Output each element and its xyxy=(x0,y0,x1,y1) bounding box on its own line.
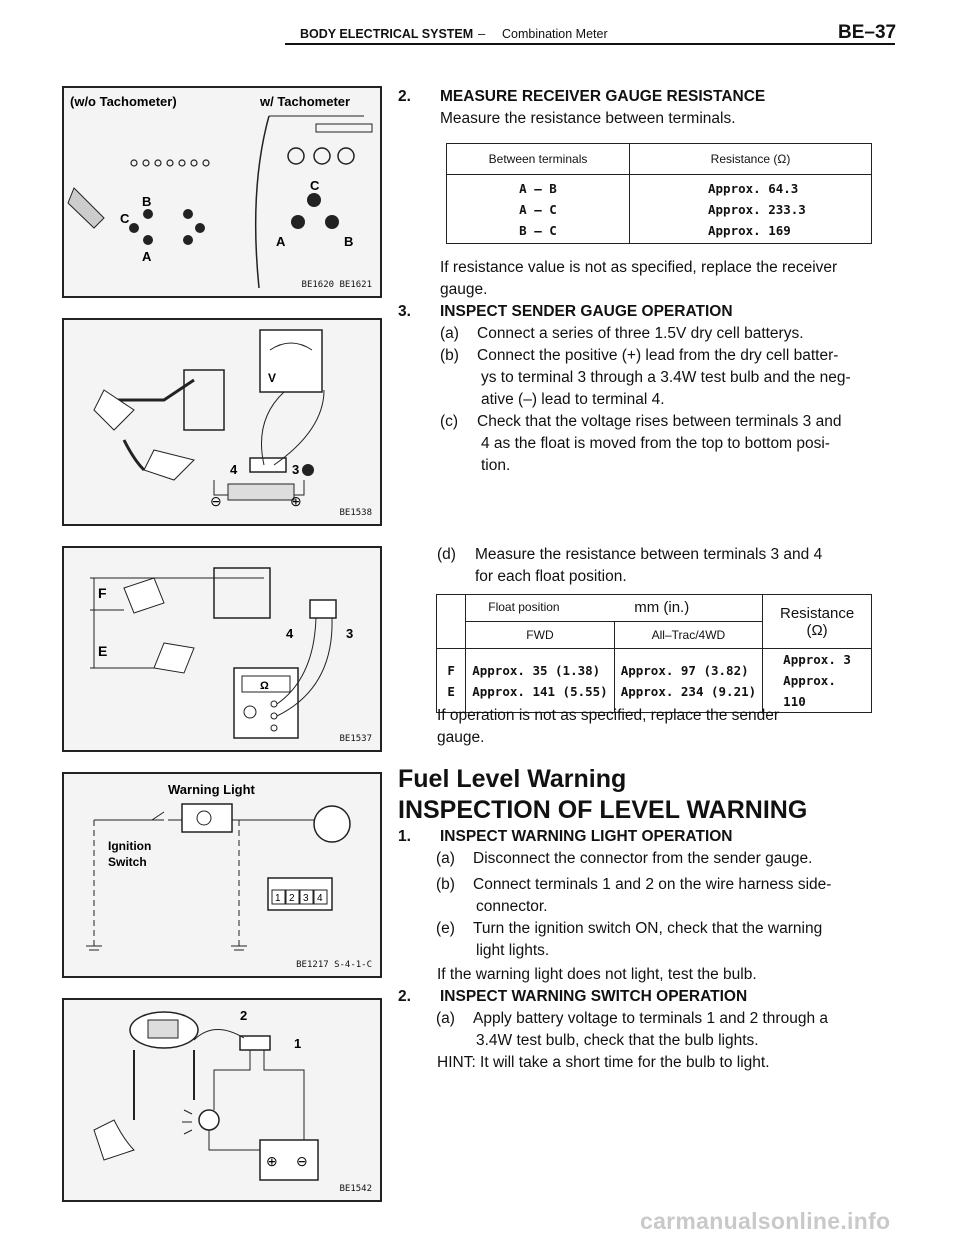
res-e: Approx. 110 xyxy=(783,673,836,709)
page-number: BE–37 xyxy=(838,22,897,43)
header-dash: – xyxy=(478,26,486,41)
w1-b-line2: connector. xyxy=(476,898,548,915)
resistance-values-cell xyxy=(630,175,872,244)
s2-instruction: Measure the resistance between terminals. xyxy=(440,110,736,127)
section-title: BODY ELECTRICAL SYSTEM xyxy=(300,27,474,41)
s3-c-line2: 4 as the float is moved from the top to bottom posi- xyxy=(481,435,830,452)
fig3-f-label: F xyxy=(98,585,107,601)
alltrac-values-cell xyxy=(614,649,762,713)
fig1-right-label: w/ Tachometer xyxy=(260,94,351,109)
w1-e-label: (e) xyxy=(436,920,455,937)
fig1-code: BE1620 BE1621 xyxy=(301,280,372,290)
s3-note-line2: gauge. xyxy=(437,729,485,746)
s3-d-line2: for each float position. xyxy=(475,568,627,585)
s3-b-line3: ative (–) lead to terminal 4. xyxy=(481,391,665,408)
s2-number: 2. xyxy=(398,88,411,105)
fig4-pin-3: 3 xyxy=(303,893,309,904)
w1-b-line1: Connect terminals 1 and 2 on the wire harness side- xyxy=(473,876,832,893)
subsection-title: Combination Meter xyxy=(502,27,608,41)
fig4-connector-pins xyxy=(272,890,327,904)
s2-title: MEASURE RECEIVER GAUGE RESISTANCE xyxy=(440,88,766,105)
fig3-terminal-3: 3 xyxy=(346,626,354,641)
s3-c-line1: Check that the voltage rises between terminals 3 and xyxy=(477,413,842,430)
fig2-plus: ⊕ xyxy=(290,493,302,509)
header-rule xyxy=(285,43,895,45)
fig2-voltmeter-v: V xyxy=(268,371,277,385)
w2-hint: HINT: It will take a short time for the bulb to light. xyxy=(437,1054,770,1071)
s3-b-line1: Connect the positive (+) lead from the dry cell batter- xyxy=(477,347,839,364)
w1-a-text: Disconnect the connector from the sender gauge. xyxy=(473,850,813,867)
fig1-b-left: B xyxy=(142,194,152,209)
alltrac-e: Approx. 234 (9.21) xyxy=(620,683,757,699)
res-values-cell xyxy=(763,649,872,713)
fig5-minus: ⊖ xyxy=(296,1153,308,1169)
fig5-plus: ⊕ xyxy=(266,1153,278,1169)
fig3-terminal-4: 4 xyxy=(286,626,294,641)
fig1-b-right: B xyxy=(344,234,354,249)
fig4-pin-4: 4 xyxy=(317,893,323,904)
heading-inspection-level-warning: INSPECTION OF LEVEL WARNING xyxy=(398,796,808,824)
fig1-c-right: C xyxy=(310,178,320,193)
pair-a-c: A — C xyxy=(519,201,557,217)
s3-d-label: (d) xyxy=(437,546,456,563)
mm-in-label: mm (in.) xyxy=(634,599,690,616)
pos-e: E xyxy=(447,683,455,699)
w1-e-line1: Turn the ignition switch ON, check that the warning xyxy=(473,920,823,937)
s3-b-label: (b) xyxy=(440,347,459,364)
receiver-gauge-drawing xyxy=(64,88,380,296)
fig4-code: BE1217 S-4-1-C xyxy=(296,960,372,970)
w1-number: 1. xyxy=(398,828,411,845)
w1-a-label: (a) xyxy=(436,850,455,867)
fig3-code: BE1537 xyxy=(339,734,372,744)
fig4-switch: Switch xyxy=(108,855,147,869)
w2-a-line2: 3.4W test bulb, check that the bulb lights. xyxy=(476,1032,759,1049)
fig4-pin-1: 1 xyxy=(275,893,281,904)
figure-receiver-gauge xyxy=(62,86,382,298)
s3-note-line1: If operation is not as specified, replace the sender xyxy=(437,707,780,724)
fig2-minus: ⊖ xyxy=(210,493,222,509)
pair-a-b: A — B xyxy=(519,180,557,196)
s3-title: INSPECT SENDER GAUGE OPERATION xyxy=(440,303,733,320)
warning-switch-drawing xyxy=(64,1000,380,1200)
res-f: Approx. 3 xyxy=(783,652,851,667)
s3-b-line2: ys to terminal 3 through a 3.4W test bulb and the neg- xyxy=(481,369,851,386)
figure-sender-resistance xyxy=(62,546,382,752)
heading-fuel-level-warning: Fuel Level Warning xyxy=(398,765,627,793)
page-header xyxy=(0,0,960,48)
s3-d-line1: Measure the resistance between terminals 3 and 4 xyxy=(475,546,823,563)
fwd-e: Approx. 141 (5.55) xyxy=(472,683,608,699)
fig3-ohm: Ω xyxy=(260,680,269,692)
w2-a-label: (a) xyxy=(436,1010,455,1027)
sender-resistance-table xyxy=(436,594,872,713)
s3-a-label: (a) xyxy=(440,325,459,342)
w1-title: INSPECT WARNING LIGHT OPERATION xyxy=(440,828,733,845)
terminal-pairs-cell xyxy=(447,175,630,244)
fwd-f: Approx. 35 (1.38) xyxy=(472,662,601,678)
pos-cell xyxy=(437,649,466,713)
s3-c-label: (c) xyxy=(440,413,459,430)
w1-e-line2: light lights. xyxy=(476,942,550,959)
watermark: carmanualsonline.info xyxy=(640,1208,891,1234)
value-b-c: Approx. 169 xyxy=(708,222,791,238)
receiver-resistance-table xyxy=(446,143,872,244)
s3-number: 3. xyxy=(398,303,411,320)
fig5-terminal-2: 2 xyxy=(240,1008,248,1023)
s3-a-text: Connect a series of three 1.5V dry cell batterys. xyxy=(477,325,804,342)
w1-b-label: (b) xyxy=(436,876,455,893)
figure-warning-light xyxy=(62,772,382,978)
sender-voltage-drawing xyxy=(64,320,380,524)
fig3-e-label: E xyxy=(98,643,108,659)
fig2-terminal-4: 4 xyxy=(230,462,238,477)
s3-c-line3: tion. xyxy=(481,457,511,474)
fig1-c-left: C xyxy=(120,211,130,226)
float-blank-cell xyxy=(437,595,466,649)
fig2-terminal-3: 3 xyxy=(292,462,300,477)
alltrac-f: Approx. 97 (3.82) xyxy=(620,662,749,678)
pos-f: F xyxy=(447,662,455,678)
sender-resistance-drawing xyxy=(64,548,380,750)
fwd-values-cell xyxy=(466,649,614,713)
fig2-code: BE1538 xyxy=(339,508,372,518)
warning-light-drawing xyxy=(64,774,380,976)
fig1-a-right: A xyxy=(276,234,286,249)
w1-note: If the warning light does not light, test the bulb. xyxy=(437,966,757,983)
fig4-ignition: Ignition xyxy=(108,839,152,853)
fig1-left-label: (w/o Tachometer) xyxy=(70,94,177,109)
resistance-head: Resistance (Ω) xyxy=(763,595,872,649)
alltrac-head: All–Trac/4WD xyxy=(614,622,762,649)
fig5-terminal-1: 1 xyxy=(294,1036,302,1051)
figure-warning-switch xyxy=(62,998,382,1202)
w2-title: INSPECT WARNING SWITCH OPERATION xyxy=(440,988,748,1005)
pair-b-c: B — C xyxy=(519,222,557,238)
float-position-head xyxy=(466,595,763,622)
fig4-pin-2: 2 xyxy=(289,893,295,904)
figure-sender-voltage xyxy=(62,318,382,526)
w2-a-line1: Apply battery voltage to terminals 1 and 2 through a xyxy=(473,1010,828,1027)
value-a-c: Approx. 233.3 xyxy=(708,201,806,217)
head-between-terminals: Between terminals xyxy=(447,144,630,175)
float-position-label: Float position xyxy=(488,600,560,614)
s2-note-line2: gauge. xyxy=(440,281,488,298)
value-a-b: Approx. 64.3 xyxy=(708,180,799,196)
s2-note-line1: If resistance value is not as specified, replace the receiver xyxy=(440,259,838,276)
fig1-a-left: A xyxy=(142,249,152,264)
fig5-code: BE1542 xyxy=(339,1184,372,1194)
head-resistance: Resistance (Ω) xyxy=(630,144,872,175)
fwd-head: FWD xyxy=(466,622,614,649)
w2-number: 2. xyxy=(398,988,411,1005)
fig4-title: Warning Light xyxy=(168,782,255,797)
